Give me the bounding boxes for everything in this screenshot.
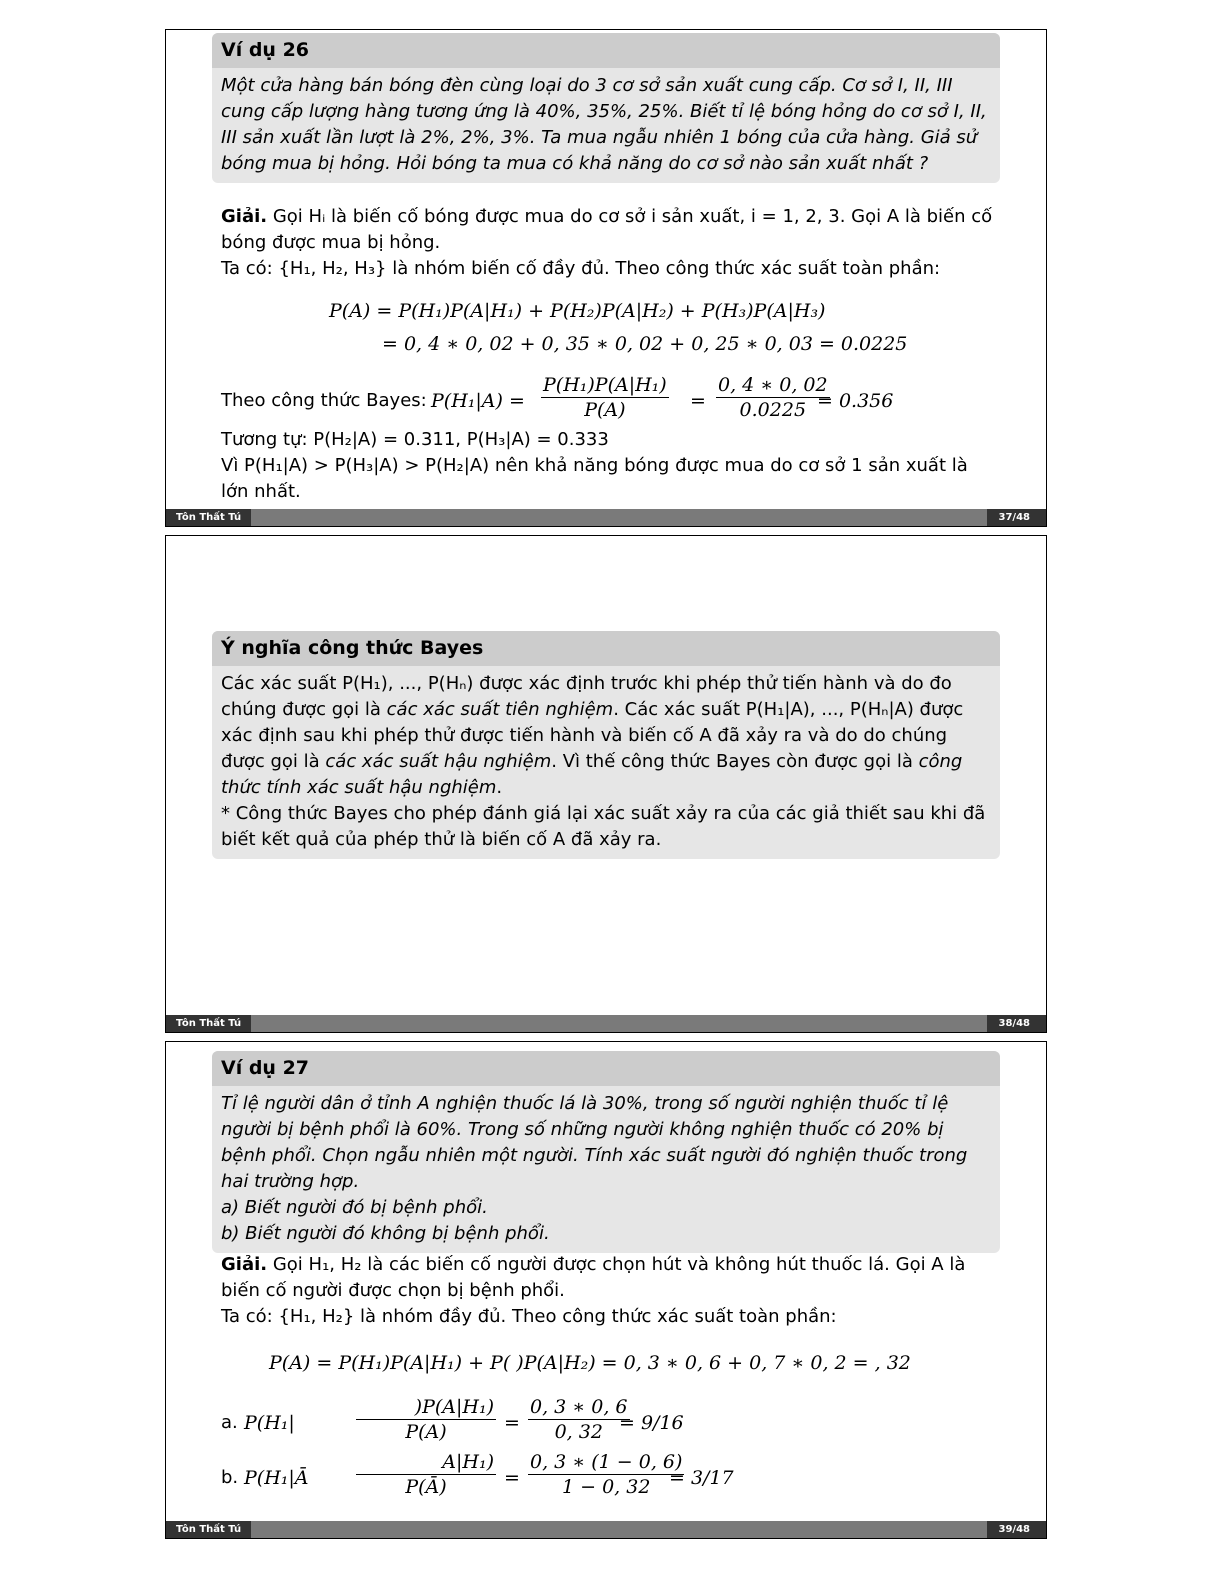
block-body: Một cửa hàng bán bóng đèn cùng loại do 3 cơ sở sản xuất cung cấp. Cơ sở I, II, III cung cấp lượng hàng tương ứng là 40%, 35%, 25%. Biết tỉ lệ bóng hỏng do cơ sở I, II, III sản xuất lần lượt là 2%, 2%, 3%. Ta mua ngẫu nhiên 1 bóng của cửa hàng. Giả sử bóng mua bị hỏng. Hỏi bóng ta mua có khả năng do cơ sở nào sản xuất nhất ? — [221, 75, 987, 174]
slide-footer — [166, 1521, 1046, 1538]
solution-line-1: Gọi Hᵢ là biến cố bóng được mua do cơ sở i sản xuất, i = 1, 2, 3. Gọi A là biến cố bóng được mua bị hỏng. — [221, 206, 993, 253]
solution-label: Giải. — [221, 206, 268, 227]
part-b-denominator-1: P(Ā) — [405, 1476, 447, 1498]
problem-statement: Tỉ lệ người dân ở tỉnh A nghiện thuốc lá là 30%, trong số người nghiện thuốc tỉ lệ người bị bệnh phổi là 60%. Trong số những người không nghiện thuốc có 20% bị bệnh phổi. Chọn ngẫu nhiên một người. Tính xác suất người đó nghiện thuốc trong hai trường hợp. — [221, 1093, 968, 1192]
block-title: Ý nghĩa công thức Bayes — [212, 631, 1000, 666]
part-b-denominator-2: 1 − 0, 32 — [561, 1476, 651, 1498]
part-b-numerator-2: 0, 3 ∗ (1 − 0, 6) — [530, 1451, 683, 1473]
part-a-fraction-1 — [356, 1396, 496, 1443]
block-body — [212, 666, 1000, 859]
block-title: Ví dụ 27 — [212, 1051, 1000, 1086]
part-a-fraction-2 — [528, 1396, 630, 1443]
bayes-denominator-1: P(A) — [584, 399, 626, 421]
solution-label: Giải. — [221, 1254, 268, 1275]
bayes-meaning-block — [212, 631, 1000, 859]
bayes-denominator-2: 0.0225 — [739, 399, 807, 421]
similar-line: Tương tự: P(H₂|A) = 0.311, P(H₃|A) = 0.333 — [221, 429, 609, 450]
solution-line-2: Ta có: {H₁, H₂, H₃} là nhóm biến cố đầy đủ. Theo công thức xác suất toàn phần: — [221, 258, 941, 279]
bayes-numerator-2: 0, 4 ∗ 0, 02 — [718, 374, 828, 396]
bayes-fraction-2 — [716, 374, 830, 421]
footer-page-number: 37/48 — [987, 509, 1046, 526]
total-prob-eq-1: P(A) = P(H₁)P(A|H₁) + P(H₂)P(A|H₂) + P(H₃)P(A|H₃) — [329, 300, 826, 322]
total-prob-eq: P(A) = P(H₁)P(A|H₁) + P( )P(A|H₂) = 0, 3 ∗ 0, 6 + 0, 7 ∗ 0, 2 = , 32 — [269, 1352, 911, 1374]
problem-part-b: b) Biết người đó không bị bệnh phổi. — [221, 1223, 550, 1244]
total-prob-eq-2: = 0, 4 ∗ 0, 02 + 0, 35 ∗ 0, 02 + 0, 25 ∗ 0, 03 = 0.0225 — [382, 333, 908, 355]
bayes-label: Theo công thức Bayes: — [221, 390, 427, 411]
part-a-denominator-1: P(A) — [405, 1421, 447, 1443]
note-paragraph: * Công thức Bayes cho phép đánh giá lại xác suất xảy ra của các giả thiết sau khi đã biết kết quả của phép thử là biến cố A đã xảy ra. — [221, 803, 986, 850]
problem-part-a: a) Biết người đó bị bệnh phổi. — [221, 1197, 488, 1218]
slide-39 — [165, 1041, 1047, 1539]
term-prior: các xác suất tiên nghiệm — [386, 699, 614, 720]
bayes-result: = 0.356 — [817, 390, 894, 412]
footer-page-number: 38/48 — [987, 1015, 1046, 1032]
part-a-denominator-2: 0, 32 — [554, 1421, 603, 1443]
slide-38 — [165, 535, 1047, 1033]
slide-footer — [166, 509, 1046, 526]
slide-37 — [165, 29, 1047, 527]
slide-footer — [166, 1015, 1046, 1032]
text-run: Các xác suất P(H₁), ..., P(Hₙ) được xác định trước khi phép thử tiến hành và do đo chúng được gọi là — [221, 673, 952, 720]
part-a-lhs: P(H₁| — [244, 1412, 295, 1434]
part-a-result: = 9/16 — [619, 1412, 684, 1434]
footer-author: Tôn Thất Tú — [166, 509, 251, 526]
part-b-result: = 3/17 — [669, 1467, 734, 1489]
example-block — [212, 1051, 1000, 1253]
part-b-numerator-1: A|H₁) — [356, 1451, 496, 1475]
solution-line-1: Gọi H₁, H₂ là các biến cố người được chọn hút và không hút thuốc lá. Gọi A là biến cố người được chọn bị bệnh phổi. — [221, 1254, 966, 1301]
bayes-numerator-1: P(H₁)P(A|H₁) — [543, 374, 667, 396]
footer-author: Tôn Thất Tú — [166, 1015, 251, 1032]
part-a-equals: = — [504, 1412, 520, 1434]
part-b-fraction-2 — [528, 1451, 684, 1498]
example-block — [212, 33, 1000, 183]
block-title: Ví dụ 26 — [212, 33, 1000, 68]
solution-line-2: Ta có: {H₁, H₂} là nhóm đầy đủ. Theo công thức xác suất toàn phần: — [221, 1306, 837, 1327]
part-b-label: b. — [221, 1467, 239, 1488]
part-a-label: a. — [221, 1412, 238, 1433]
part-a-numerator-1: )P(A|H₁) — [356, 1396, 496, 1420]
part-b-lhs: P(H₁|Ā — [244, 1467, 309, 1489]
bayes-fraction-1 — [541, 374, 669, 421]
text-run: . Các xác suất P(H₁|A), ..., P(Hₙ|A) được xác định sau khi phép thử được tiến hành và biến cố A đã xảy ra và do do chúng được gọi là — [221, 699, 964, 772]
text-run: . Vì thế công thức Bayes còn được gọi là — [551, 751, 919, 772]
part-b-fraction-1 — [356, 1451, 496, 1498]
footer-page-number: 39/48 — [987, 1521, 1046, 1538]
bayes-equals: = — [690, 390, 706, 412]
bayes-lhs: P(H₁|A) = — [431, 390, 525, 412]
part-a-numerator-2: 0, 3 ∗ 0, 6 — [530, 1396, 628, 1418]
term-posterior: các xác suất hậu nghiệm — [325, 751, 552, 772]
block-body — [212, 1086, 1000, 1253]
conclusion: Vì P(H₁|A) > P(H₃|A) > P(H₂|A) nên khả năng bóng được mua do cơ sở 1 sản xuất là lớn nhất. — [221, 455, 968, 502]
part-b-equals: = — [504, 1467, 520, 1489]
footer-author: Tôn Thất Tú — [166, 1521, 251, 1538]
term-posterior-formula: công thức tính xác suất hậu nghiệm — [221, 751, 963, 798]
text-run: . — [496, 777, 503, 798]
solution-text — [221, 204, 996, 282]
solution-text — [221, 1252, 996, 1330]
